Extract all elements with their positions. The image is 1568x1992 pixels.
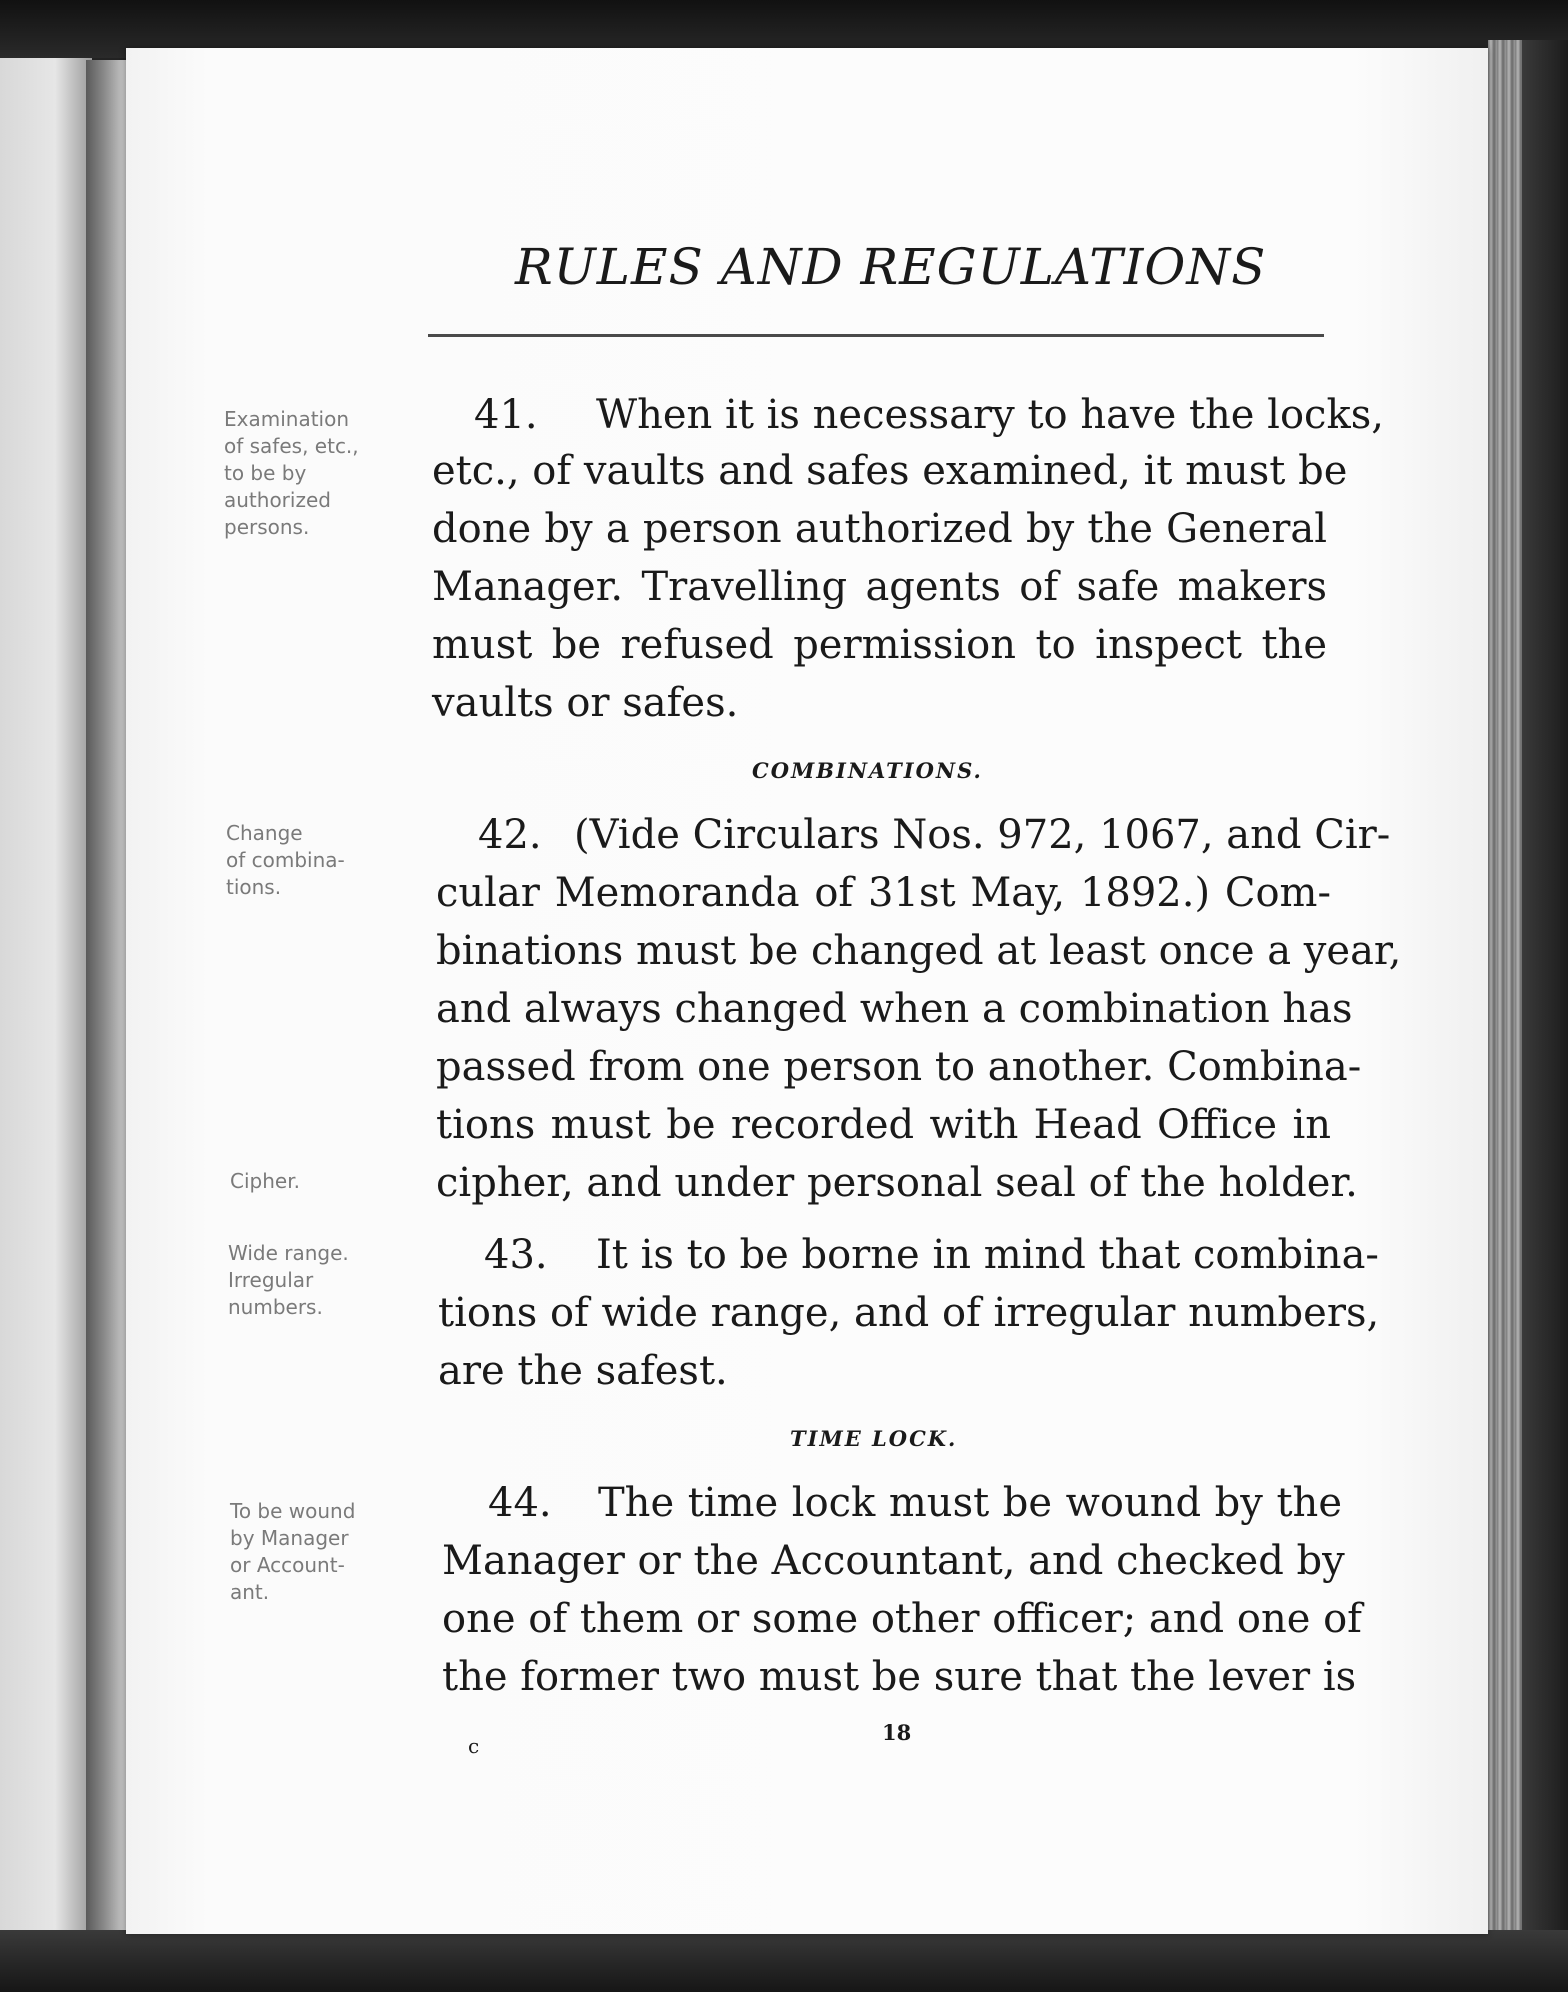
margin-note-line: Change <box>226 821 303 845</box>
margin-note-line: Wide range. <box>228 1241 349 1265</box>
text-line: and always changed when a combination has <box>436 986 1353 1032</box>
margin-note-line: of safes, etc., <box>224 434 359 458</box>
text-line: etc., of vaults and safes examined, it must be <box>432 448 1348 494</box>
margin-note-line: authorized <box>224 488 331 512</box>
text-line: binations must be changed at least once a year, <box>436 928 1402 974</box>
text-line: tions must be recorded with Head Office in <box>436 1102 1331 1148</box>
text-line: It is to be borne in mind that combina- <box>596 1232 1379 1278</box>
section-number: 44. <box>488 1480 552 1526</box>
facing-page-edge <box>0 58 92 1948</box>
scan-background-right <box>1522 40 1568 1950</box>
text-line: are the safest. <box>438 1348 728 1394</box>
margin-note-line: ant. <box>230 1580 270 1604</box>
text-line: tions of wide range, and of irregular numbers, <box>438 1290 1380 1336</box>
section-heading-time-lock: TIME LOCK. <box>790 1426 958 1451</box>
text-line: The time lock must be wound by the <box>598 1480 1342 1526</box>
section-number: 43. <box>484 1232 548 1278</box>
margin-note-line: of combina- <box>226 848 345 872</box>
margin-note-cipher <box>230 1168 430 1195</box>
margin-note-line: tions. <box>226 875 282 899</box>
margin-note-examination <box>224 406 424 541</box>
page-header-title: RULES AND REGULATIONS <box>515 238 1267 296</box>
text-line: (Vide Circulars Nos. 972, 1067, and Cir- <box>574 812 1391 858</box>
signature-mark: c <box>468 1734 480 1758</box>
text-line: one of them or some other officer; and one of <box>442 1596 1362 1642</box>
text-line: vaults or safes. <box>432 680 739 726</box>
margin-note-wide-range <box>228 1240 428 1321</box>
text-line: passed from one person to another. Combina- <box>436 1044 1362 1090</box>
page-stack-edge <box>1488 40 1522 1940</box>
margin-note-time-lock <box>230 1498 430 1606</box>
scan-background-bottom <box>0 1930 1568 1992</box>
section-heading-combinations: COMBINATIONS. <box>752 758 983 783</box>
page-number: 18 <box>882 1720 912 1745</box>
margin-note-line: Irregular <box>228 1268 314 1292</box>
text-line: cular Memoranda of 31st May, 1892.) Com- <box>436 870 1331 916</box>
text-line: Manager or the Accountant, and checked by <box>442 1538 1345 1584</box>
margin-note-line: To be wound <box>230 1499 356 1523</box>
header-rule <box>428 334 1324 337</box>
margin-note-line: by Manager <box>230 1526 349 1550</box>
margin-note-line: Cipher. <box>230 1169 300 1193</box>
margin-note-line: numbers. <box>228 1295 323 1319</box>
section-number: 41. <box>474 392 538 438</box>
margin-note-line: Examination <box>224 407 350 431</box>
text-line: cipher, and under personal seal of the holder. <box>436 1160 1358 1206</box>
margin-note-line: to be by <box>224 461 307 485</box>
text-line: Manager. Travelling agents of safe makers <box>432 564 1327 610</box>
margin-note-line: or Account- <box>230 1553 345 1577</box>
section-number: 42. <box>478 812 542 858</box>
text-line: When it is necessary to have the locks, <box>596 392 1384 438</box>
text-line: must be refused permission to inspect the <box>432 622 1327 668</box>
text-line: done by a person authorized by the General <box>432 506 1327 552</box>
margin-note-line: persons. <box>224 515 310 539</box>
margin-note-change-combinations <box>226 820 426 901</box>
text-line: the former two must be sure that the lever is <box>442 1654 1357 1700</box>
